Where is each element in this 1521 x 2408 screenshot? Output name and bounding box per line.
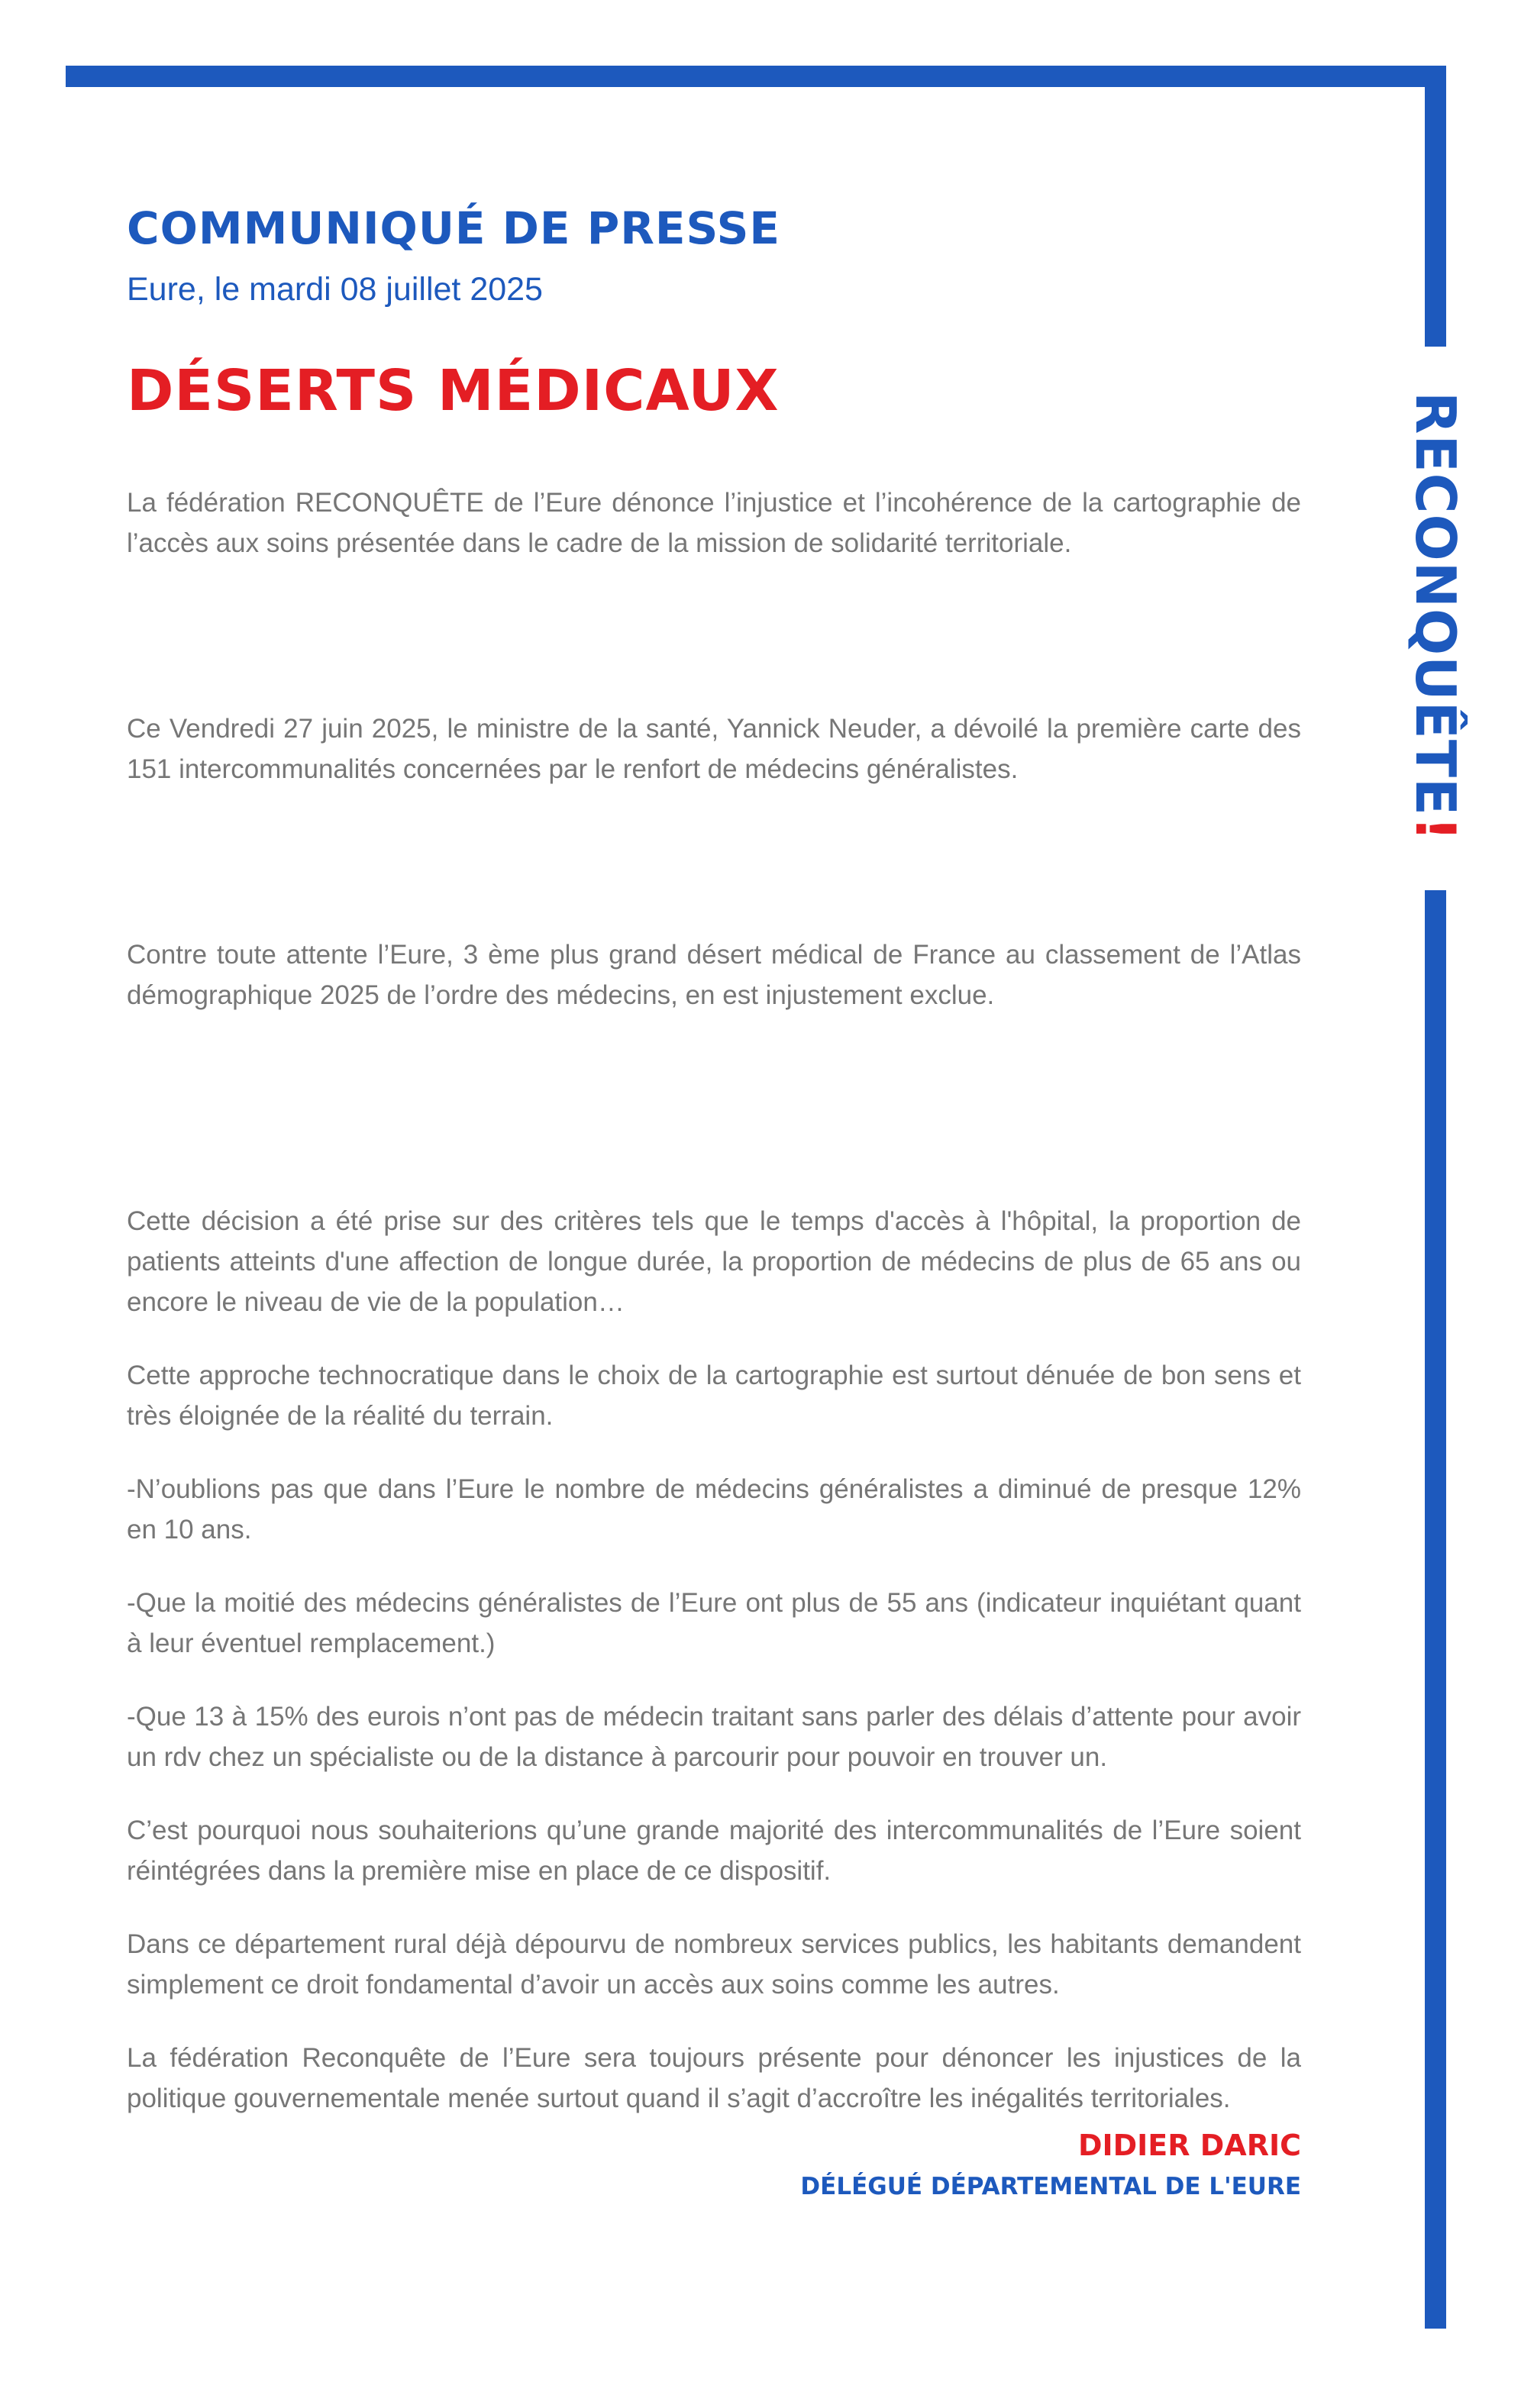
headline: DÉSERTS MÉDICAUX [127, 358, 780, 424]
frame-right-bar-lower [1425, 890, 1446, 2329]
press-release-body [127, 483, 1301, 2119]
dateline: Eure, le mardi 08 juillet 2025 [127, 271, 543, 308]
press-release-label: COMMUNIQUÉ DE PRESSE [127, 202, 781, 254]
body-paragraph: -N’oublions pas que dans l’Eure le nombre de médecins généralistes a diminué de presque 12% en 10 ans. [127, 1474, 1301, 1545]
body-paragraph: Cette décision a été prise sur des critères tels que le temps d'accès à l'hôpital, la proportion de patients atteints d'une affection de longue durée, la proportion de médecins de plus de 65 ans ou encore le niveau de vie de la population… [127, 1206, 1301, 1317]
reconquete-logo [1403, 392, 1468, 842]
body-paragraph: Ce Vendredi 27 juin 2025, le ministre de la santé, Yannick Neuder, a dévoilé la première carte des 151 intercommunalités concernées par le renfort de médecins généralistes. [127, 714, 1301, 784]
body-paragraph: Cette approche technocratique dans le choix de la cartographie est surtout dénuée de bon sens et très éloignée de la réalité du terrain. [127, 1361, 1301, 1431]
body-paragraph: Dans ce département rural déjà dépourvu de nombreux services publics, les habitants demandent simplement ce droit fondamental d’avoir un accès aux soins comme les autres. [127, 1929, 1301, 2000]
body-paragraph: C’est pourquoi nous souhaiterions qu’une grande majorité des intercommunalités de l’Eure soient réintégrées dans la première mise en place de ce dispositif. [127, 1816, 1301, 1886]
body-paragraph: Contre toute attente l’Eure, 3 ème plus grand désert médical de France au classement de l’Atlas démographique 2025 de l’ordre des médecins, en est injustement exclue. [127, 940, 1301, 1010]
signatory-role: DÉLÉGUÉ DÉPARTEMENTAL DE L'EURE [800, 2172, 1301, 2200]
body-paragraph: La fédération RECONQUÊTE de l’Eure dénonce l’injustice et l’incohérence de la cartographie de l’accès aux soins présentée dans le cadre de la mission de solidarité territoriale. [127, 488, 1301, 558]
logo-exclamation-mark: ! [1403, 816, 1468, 842]
body-paragraph: -Que 13 à 15% des eurois n’ont pas de médecin traitant sans parler des délais d’attente pour avoir un rdv chez un spécialiste ou de la distance à parcourir pour pouvoir en trouver un. [127, 1702, 1301, 1772]
signature-block [800, 2129, 1301, 2201]
frame-top-bar [66, 66, 1446, 87]
frame-right-bar-upper [1425, 66, 1446, 347]
body-paragraph: -Que la moitié des médecins généralistes de l’Eure ont plus de 55 ans (indicateur inquiétant quant à leur éventuel remplacement.) [127, 1588, 1301, 1658]
logo-word: RECONQUÊTE [1403, 392, 1468, 817]
body-paragraph: La fédération Reconquête de l’Eure sera toujours présente pour dénoncer les injustices de la politique gouvernementale menée surtout quand il s’agit d’accroître les inégalités territoriales. [127, 2043, 1301, 2113]
signatory-name: DIDIER DARIC [1077, 2129, 1301, 2162]
